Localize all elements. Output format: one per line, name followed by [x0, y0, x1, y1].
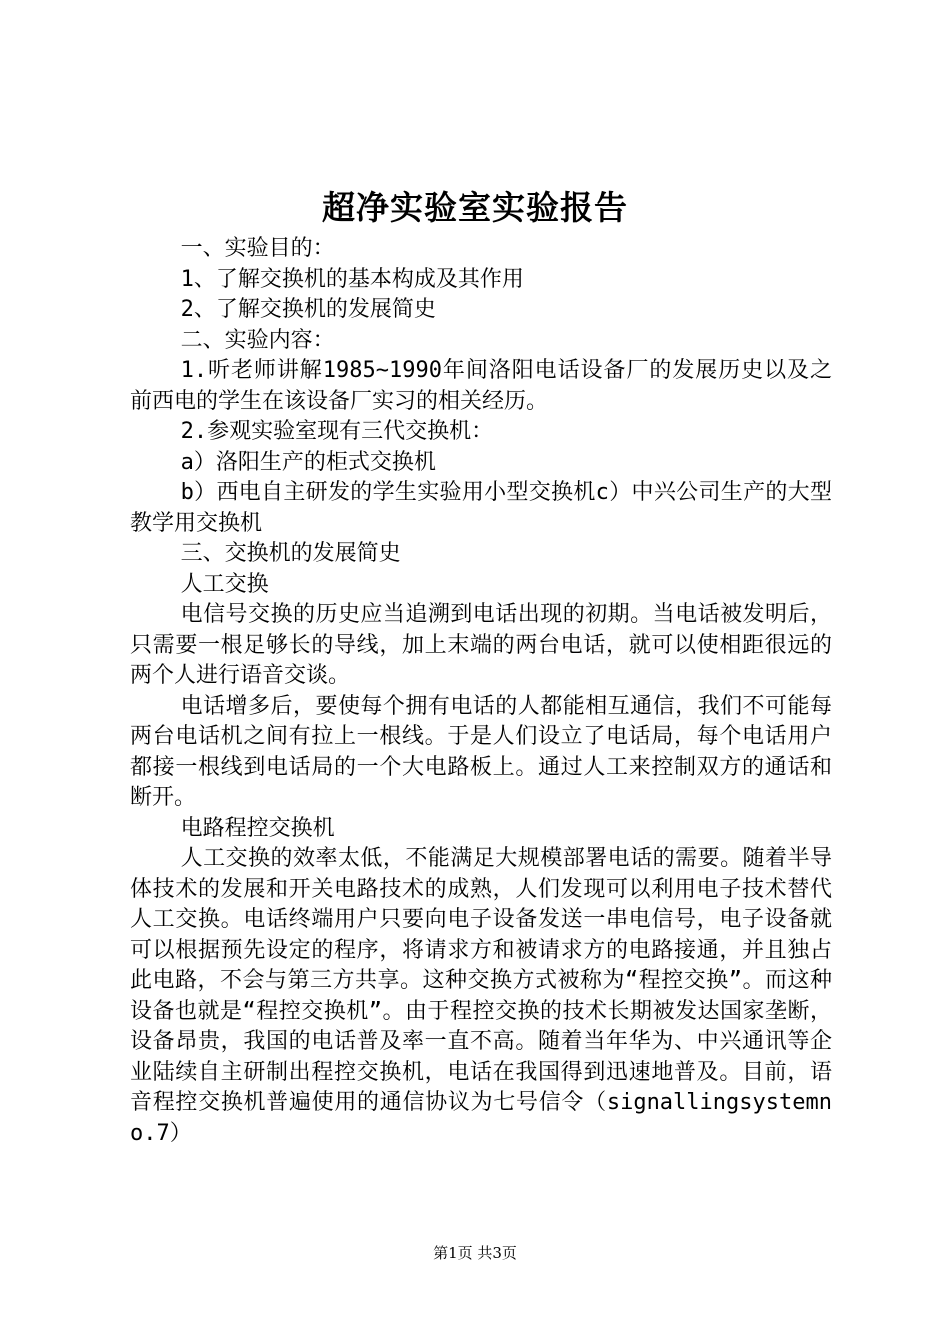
section-heading-content: 二、实验内容： [180, 327, 335, 353]
list-item: a）洛阳生产的柜式交换机 [180, 449, 436, 475]
paragraph: 2.参观实验室现有三代交换机： [180, 419, 494, 444]
list-item: b）西电自主研发的学生实验用小型交换机c）中兴公司生产的大型教学用交换机 [130, 480, 832, 536]
document-body [130, 234, 832, 1149]
section-heading-history: 三、交换机的发展简史 [180, 541, 401, 566]
list-item: 1、了解交换机的基本构成及其作用 [180, 266, 524, 292]
paragraph: 人工交换的效率太低，不能满足大规模部署电话的需要。随着半导体技术的发展和开关电路技术的成熟，人们发现可以利用电子技术替代人工交换。电话终端用户只要向电子设备发送一串电信号，电子设备就可以根据预先设定的程序，将请求方和被请求方的电路接通，并且独占此电路，不会与第三方共享。这种交换方式被称为“程控交换”。而这种设备也就是“程控交换机”。由于程控交换的技术长期被发达国家垄断，设备昂贵，我国的电话普及率一直不高。随着当年华为、中兴通讯等企业陆续自主研制出程控交换机，电话在我国得到迅速地普及。目前，语音程控交换机普遍使用的通信协议为七号信令（signallingsystemno.7） [130, 846, 832, 1146]
subheading-program-controlled-switch: 电路程控交换机 [180, 815, 335, 841]
list-item: 2、了解交换机的发展简史 [180, 297, 436, 322]
document-title: 超净实验室实验报告 [322, 188, 628, 227]
paragraph: 1.听老师讲解1985~1990年间洛阳电话设备厂的发展历史以及之前西电的学生在该设备厂实习的相关经历。 [130, 358, 832, 414]
paragraph: 电信号交换的历史应当追溯到电话出现的初期。当电话被发明后，只需要一根足够长的导线，加上末端的两台电话，就可以使相距很远的两个人进行语音交谈。 [130, 602, 832, 688]
section-heading-purpose: 一、实验目的： [180, 236, 335, 261]
paragraph: 电话增多后，要使每个拥有电话的人都能相互通信，我们不可能每两台电话机之间有拉上一根线。于是人们设立了电话局，每个电话用户都接一根线到电话局的一个大电路板上。通过人工来控制双方的通话和断开。 [130, 693, 832, 810]
page-footer: 第1页 共3页 [433, 1244, 517, 1262]
subheading-manual-switching: 人工交换 [180, 571, 269, 597]
